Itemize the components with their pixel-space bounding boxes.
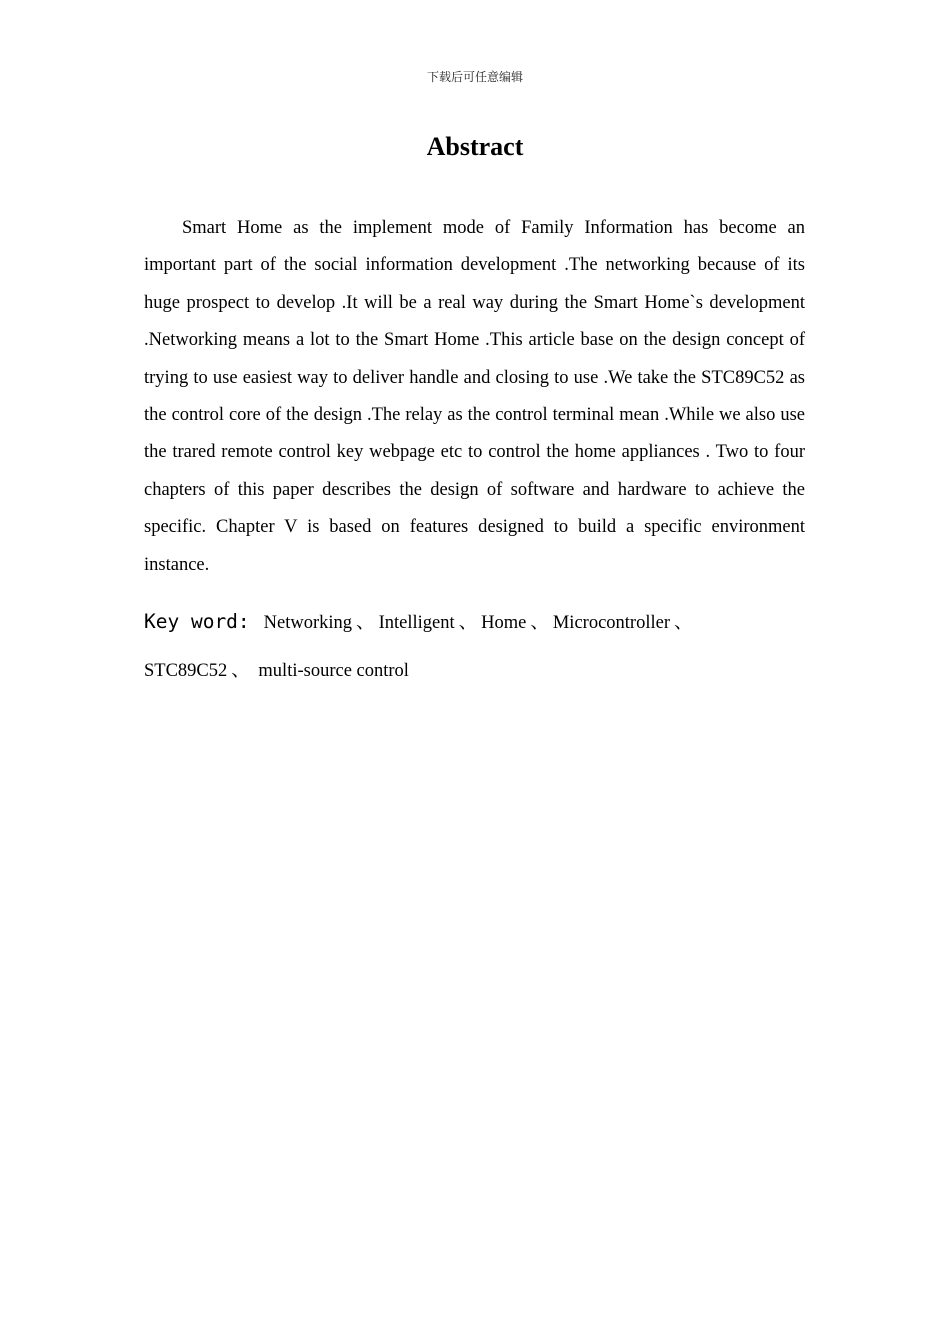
keyword-item: multi-source control: [258, 661, 409, 681]
abstract-paragraph: Smart Home as the implement mode of Family Information has become an important part of the social information development .The networking because of its huge prospect to develop .It will be a real way during the Smart Home`s development .Networking means a lot to the Smart Home .This article base on the design concept of trying to use easiest way to deliver handle and closing to use .We take the STC89C52 as the control core of the design .The relay as the control terminal mean .While we also use the trared remote control key webpage etc to control the home appliances . Two to four chapters of this paper describes the design of software and hardware to achieve the specific. Chapter V is based on features designed to build a specific environment instance.: [144, 218, 805, 575]
keyword-separator: 、: [458, 613, 478, 633]
keyword-separator: 、: [673, 613, 693, 633]
header-note: 下载后可任意编辑: [426, 70, 523, 84]
keywords-label: Key word:: [144, 610, 250, 633]
keyword-item: Home: [481, 613, 527, 633]
page-title: Abstract: [426, 132, 524, 161]
keyword-item: Networking: [263, 613, 353, 633]
keyword-separator: 、: [530, 613, 549, 633]
keyword-separator: 、: [356, 613, 375, 633]
keyword-item: STC89C52: [144, 661, 228, 681]
keywords-section: [144, 598, 805, 695]
keyword-item: Intelligent: [378, 613, 455, 633]
keyword-separator: 、: [231, 661, 250, 681]
keyword-item: Microcontroller: [552, 613, 670, 633]
